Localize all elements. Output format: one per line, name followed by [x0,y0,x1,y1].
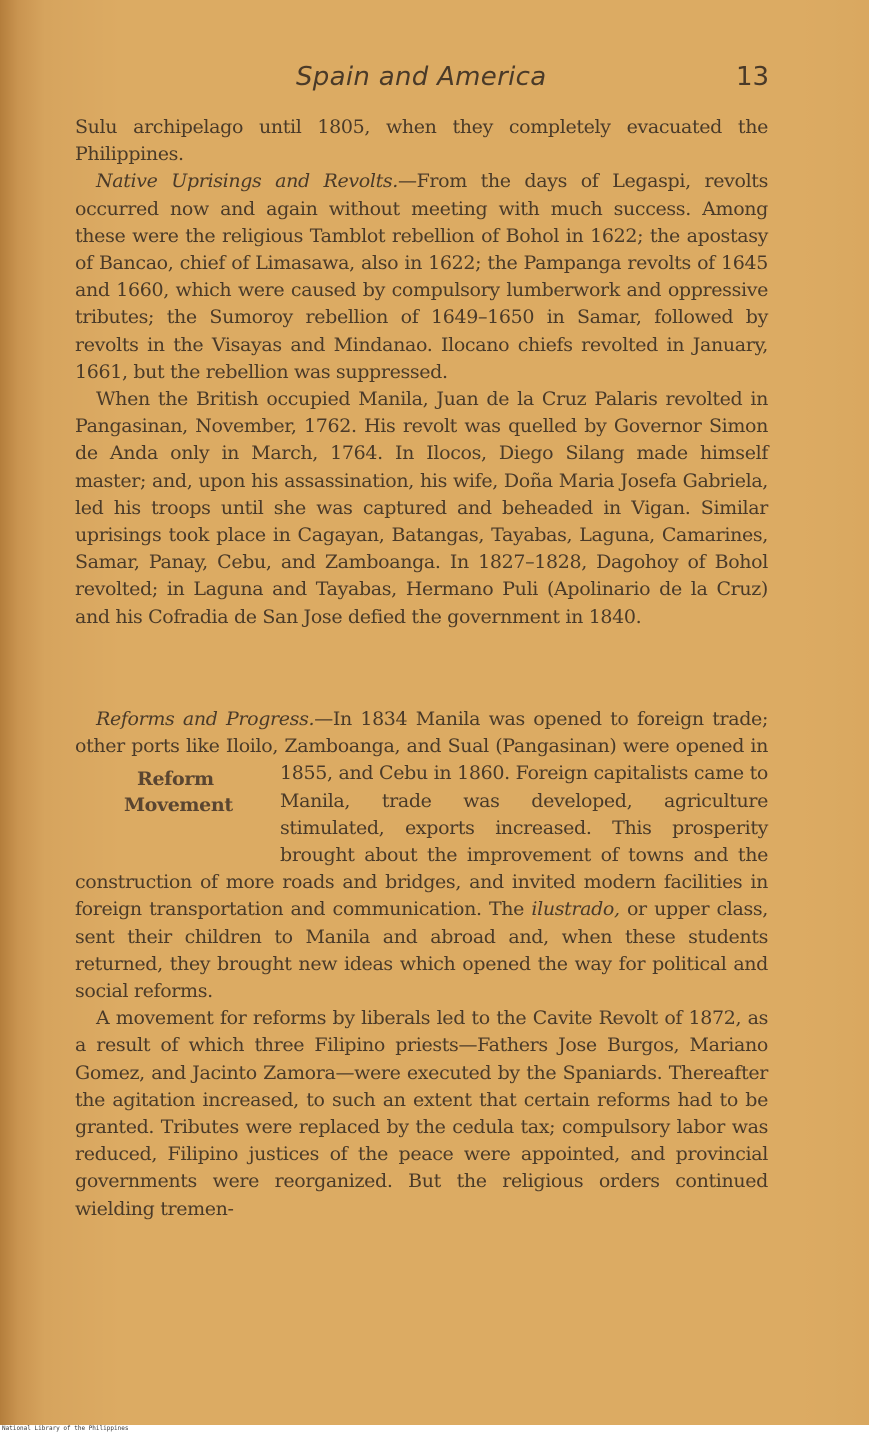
paragraph-british-occupation: When the British occupied Manila, Juan de la Cruz Palaris revolted in Pangasinan, November, 1762. His revolt was quelled by Governor Simon de Anda only in March, 1764. In Ilocos, Diego Silang made himself master; and, upon his assassination, his wife, Doña Maria Josefa Gabriela, led his troops until she was captured and beheaded in Vigan. Similar uprisings took place in Cagayan, Batangas, Tayabas, Laguna, Camarines, Samar, Panay, Cebu, and Zamboanga. In 1827–1828, Dagohoy of Bohol revolted; in Laguna and Tayabas, Hermano Puli (Apolinario de la Cruz) and his Cofradia de San Jose defied the government in 1840. [75,388,768,628]
section-heading-reforms-progress: Reforms and Progress. [96,708,315,730]
page-number: 13 [736,62,770,92]
paragraph-text: —From the days of Legaspi, revolts occurred now and again without meeting with much success. Among these were the religious Tamblot rebellion of Bohol in 1622; the apostasy of Bancao, chief of Limasawa, also in 1622; the Pampanga revolts of 1645 and 1660, which were caused by compulsory lumberwork and oppressive tributes; the Sumoroy rebellion of 1649–1650 in Samar, followed by revolts in the Visayas and Mindanao. Ilocano chiefs revolted in January, 1661, but the rebellion was suppressed. [75,170,768,383]
footer-strip [0,1425,869,1433]
paragraph-cavite-revolt: A movement for reforms by liberals led to the Cavite Revolt of 1872, as a result of which three Filipino priests—Fathers Jose Burgos, Mariano Gomez, and Jacinto Zamora—were executed by the Spaniards. Thereafter the agitation increased, to such an extent that certain reforms had to be granted. Tributes were replaced by the cedula tax; compulsory labor was reduced, Filipino justices of the peace were appointed, and provincial governments were reorganized. But the religious orders continued wielding tremen- [75,1007,768,1220]
paragraph-native-uprisings [75,168,768,386]
paragraph-text: or upper class, sent their children to Manila and abroad and, when these students returned, they brought new ideas which opened the way for political and social reforms. [75,898,768,1003]
text-block-lower [75,706,768,1223]
footer-credit: National Library of the Philippines [2,1425,129,1432]
paragraph-text: to Manila, trade was developed, agriculture stimulated, exports increased. This prosperity brought about the improvement of towns and the construction of more roads and bridges, and invited modern facilities in foreign transportation and communication. The [75,762,768,921]
text-block-upper [75,114,768,631]
paragraph-text: —In 1834 Manila was opened to foreign trade; other ports like Iloilo, Zamboanga, and Sual (Pangasinan) were opened in 1855, and Cebu in 1860. Foreign capitalists came [75,708,768,785]
side-heading-reform-movement [75,766,280,846]
italic-term-ilustrado: ilustrado, [531,898,620,921]
section-heading-native-uprisings: Native Uprisings and Revolts. [96,170,398,193]
running-header [0,62,869,98]
side-heading-line2: Movement [124,794,233,817]
paragraph-reforms-progress [75,706,768,1005]
running-title: Spain and America [296,62,547,92]
side-heading-line1: Reform [137,768,214,791]
paragraph-continuation: Sulu archipelago until 1805, when they completely evacuated the Philippines. [75,116,768,166]
